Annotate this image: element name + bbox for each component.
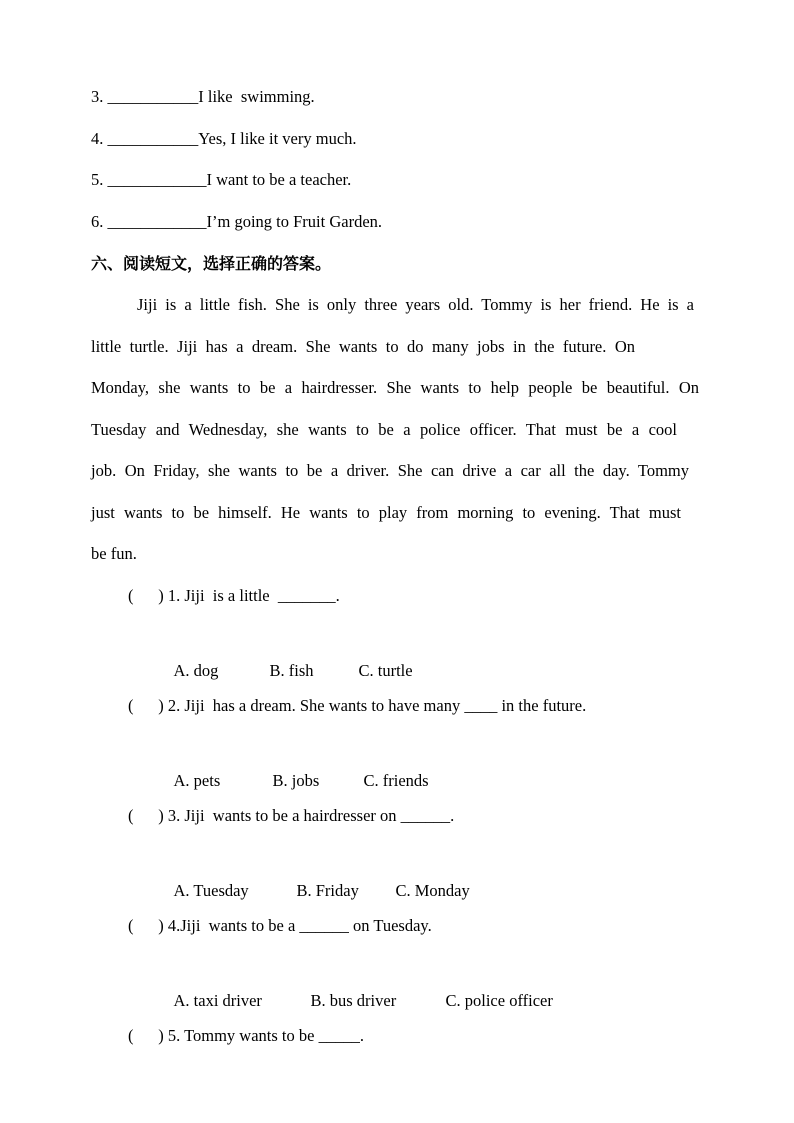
question-2-options (157, 751, 429, 811)
fill-item-5: 5. ____________I want to be a teacher. (91, 170, 352, 189)
question-3-options (157, 861, 470, 921)
section-heading: 六、阅读短文，选择正确的答案。 (91, 254, 332, 273)
fill-item-3: 3. ___________I like swimming. (91, 87, 315, 106)
option-a: A. pets (173, 771, 221, 790)
option-b: B. fish (269, 661, 314, 680)
passage-line-3: Monday, she wants to be a hairdresser. She wants to help people be beautiful. On (91, 378, 699, 397)
option-c: C. turtle (358, 661, 413, 680)
passage-line-4: Tuesday and Wednesday, she wants to be a police officer. That must be a cool (91, 420, 677, 439)
passage-line-5: job. On Friday, she wants to be a driver. She can drive a car all the day. Tommy (91, 461, 689, 480)
question-3: ( ) 3. Jiji wants to be a hairdresser on ______. (128, 806, 455, 825)
passage-line-6: just wants to be himself. He wants to play from morning to evening. That must (91, 503, 681, 522)
option-a: A. taxi driver (173, 991, 262, 1010)
fill-item-4: 4. ___________Yes, I like it very much. (91, 129, 357, 148)
question-4: ( ) 4.Jiji wants to be a ______ on Tuesday. (128, 916, 432, 935)
fill-item-6: 6. ____________I’m going to Fruit Garden. (91, 212, 383, 231)
option-c: C. friends (363, 771, 429, 790)
passage-line-7: be fun. (91, 544, 137, 563)
option-c: C. police officer (445, 991, 553, 1010)
option-a: A. Tuesday (173, 881, 249, 900)
option-b: B. Friday (296, 881, 359, 900)
question-4-options (157, 971, 553, 1031)
option-b: B. bus driver (310, 991, 397, 1010)
question-1: ( ) 1. Jiji is a little _______. (128, 586, 340, 605)
option-a: A. dog (173, 661, 219, 680)
option-b: B. jobs (272, 771, 320, 790)
option-c: C. Monday (395, 881, 470, 900)
question-1-options (157, 641, 413, 701)
passage-line-1: Jiji is a little fish. She is only three years old. Tommy is her friend. He is a (137, 295, 694, 314)
question-5: ( ) 5. Tommy wants to be _____. (128, 1026, 364, 1045)
passage-line-2: little turtle. Jiji has a dream. She wants to do many jobs in the future. On (91, 337, 635, 356)
question-2: ( ) 2. Jiji has a dream. She wants to have many ____ in the future. (128, 696, 587, 715)
